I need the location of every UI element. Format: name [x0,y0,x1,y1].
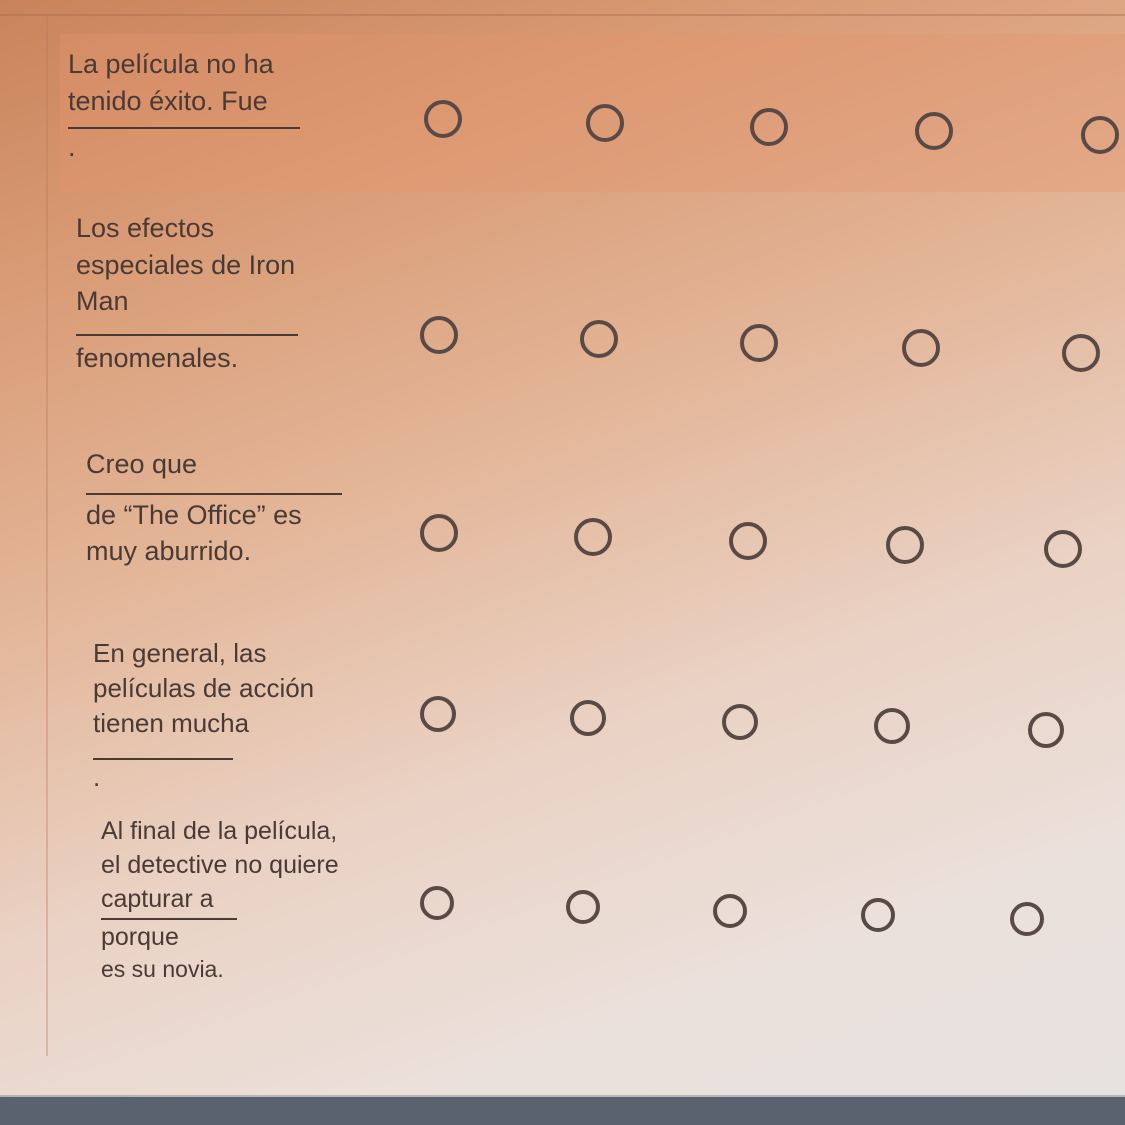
row-5-prefix: Al final de la película, el detective no quiere capturar a [101,817,339,913]
row-5-option-5[interactable] [1010,902,1044,936]
row-5-option-1[interactable] [420,886,454,920]
row-1-option-4[interactable] [915,112,953,150]
row-2-blank [76,334,298,336]
row-2-question [76,210,336,377]
row-1-option-2[interactable] [586,104,624,142]
row-3-question [86,446,376,570]
row-5-blank [101,918,237,920]
row-3-blank [86,493,342,495]
row-2-option-2[interactable] [580,320,618,358]
row-4-option-1[interactable] [420,696,456,732]
row-4-question [93,636,353,795]
row-3-option-5[interactable] [1044,530,1082,568]
row-4-prefix: En general, las películas de acción tienen mucha [93,638,315,738]
row-4-option-2[interactable] [570,700,606,736]
row-4-option-5[interactable] [1028,712,1064,748]
row-4-suffix: . [93,762,101,793]
row-3-option-4[interactable] [886,526,924,564]
row-1-option-1[interactable] [424,100,462,138]
row-1-blank [68,127,300,129]
row-5-option-4[interactable] [861,898,895,932]
row-2-prefix: Los efectos especiales de Iron Man [76,213,296,317]
row-4-option-4[interactable] [874,708,910,744]
row-3-suffix: de “The Office” es muy aburrido. [86,499,302,567]
row-3-option-2[interactable] [574,518,612,556]
row-1-question [68,46,388,166]
row-5-suffix-inline: porque [101,923,179,951]
row-5-question [101,814,371,985]
row-1-suffix: . [68,132,76,163]
row-3-prefix: Creo que [86,449,198,479]
bottom-bar [0,1097,1125,1125]
row-3-option-1[interactable] [420,514,458,552]
multiple-choice-grid [0,16,1125,1066]
row-2-option-5[interactable] [1062,334,1100,372]
row-1-option-5[interactable] [1081,116,1119,154]
row-2-option-3[interactable] [740,324,778,362]
row-2-option-1[interactable] [420,316,458,354]
row-1-option-3[interactable] [750,108,788,146]
row-5-suffix: es su novia. [101,956,224,982]
row-2-option-4[interactable] [902,329,940,367]
row-5-option-2[interactable] [566,890,600,924]
row-5-option-3[interactable] [713,894,747,928]
row-2-suffix: fenomenales. [76,343,239,374]
row-4-blank [93,758,233,760]
row-1-prefix: La película no ha tenido éxito. Fue [68,49,274,116]
row-3-option-3[interactable] [729,522,767,560]
row-4-option-3[interactable] [722,704,758,740]
